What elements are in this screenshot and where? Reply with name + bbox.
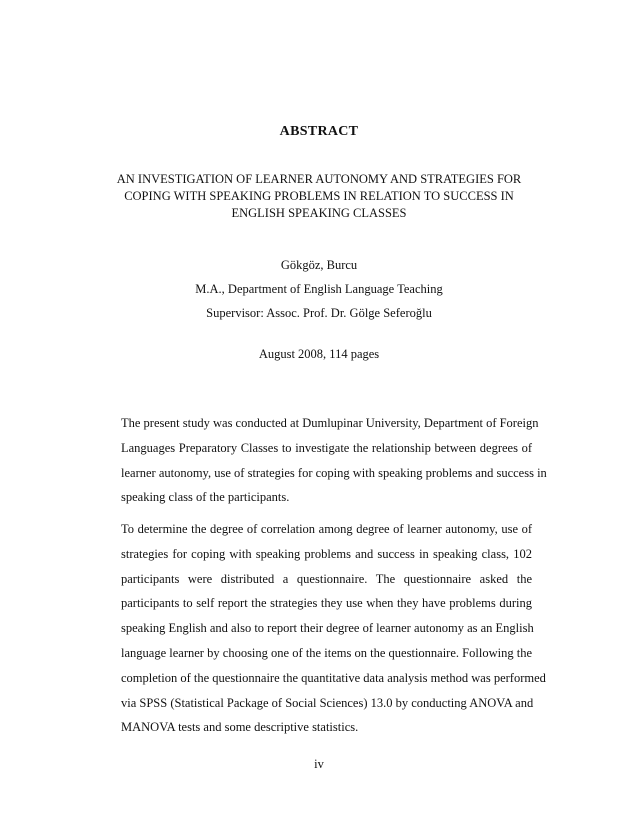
paragraph-line: participants were distributed a questionnaire. The questionnaire asked the <box>121 571 532 586</box>
date-pages-line: August 2008, 114 pages <box>258 347 380 361</box>
thesis-title-line: COPING WITH SPEAKING PROBLEMS IN RELATION TO SUCCESS IN <box>124 189 514 203</box>
paragraph-line: The present study was conducted at Dumlupinar University, Department of Foreign <box>121 416 539 430</box>
paragraph-line: language learner by choosing one of the items on the questionnaire. Following the <box>121 645 532 660</box>
paragraph-line: learner autonomy, use of strategies for coping with speaking problems and success in <box>121 465 547 480</box>
paragraph-line: strategies for coping with speaking problems and success in speaking class, 102 <box>121 546 532 561</box>
abstract-paragraph-1 <box>121 411 547 510</box>
paragraph-line: To determine the degree of correlation among degree of learner autonomy, use of <box>121 522 532 536</box>
section-heading: ABSTRACT <box>279 124 359 139</box>
paragraph-line: via SPSS (Statistical Package of Social Sciences) 13.0 by conducting ANOVA and <box>121 695 534 710</box>
paragraph-line: MANOVA tests and some descriptive statistics. <box>121 720 359 735</box>
thesis-title <box>110 171 528 222</box>
paragraph-line: completion of the questionnaire the quantitative data analysis method was performed <box>121 670 546 685</box>
author-name: Gökgöz, Burcu <box>280 258 358 272</box>
paragraph-line: participants to self report the strategies they use when they have problems during <box>121 596 532 611</box>
supervisor-line: Supervisor: Assoc. Prof. Dr. Gölge Seferoğlu <box>206 306 432 320</box>
degree-line: M.A., Department of English Language Teaching <box>195 282 443 296</box>
paragraph-line: Languages Preparatory Classes to investigate the relationship between degrees of <box>121 440 532 455</box>
page-number: iv <box>314 757 324 771</box>
abstract-paragraph-2 <box>121 517 546 740</box>
paragraph-line: speaking class of the participants. <box>121 490 290 505</box>
thesis-title-line: AN INVESTIGATION OF LEARNER AUTONOMY AND STRATEGIES FOR <box>116 172 522 186</box>
thesis-title-line: ENGLISH SPEAKING CLASSES <box>231 206 407 220</box>
paragraph-line: speaking English and also to report their degree of learner autonomy as an English <box>121 621 534 636</box>
